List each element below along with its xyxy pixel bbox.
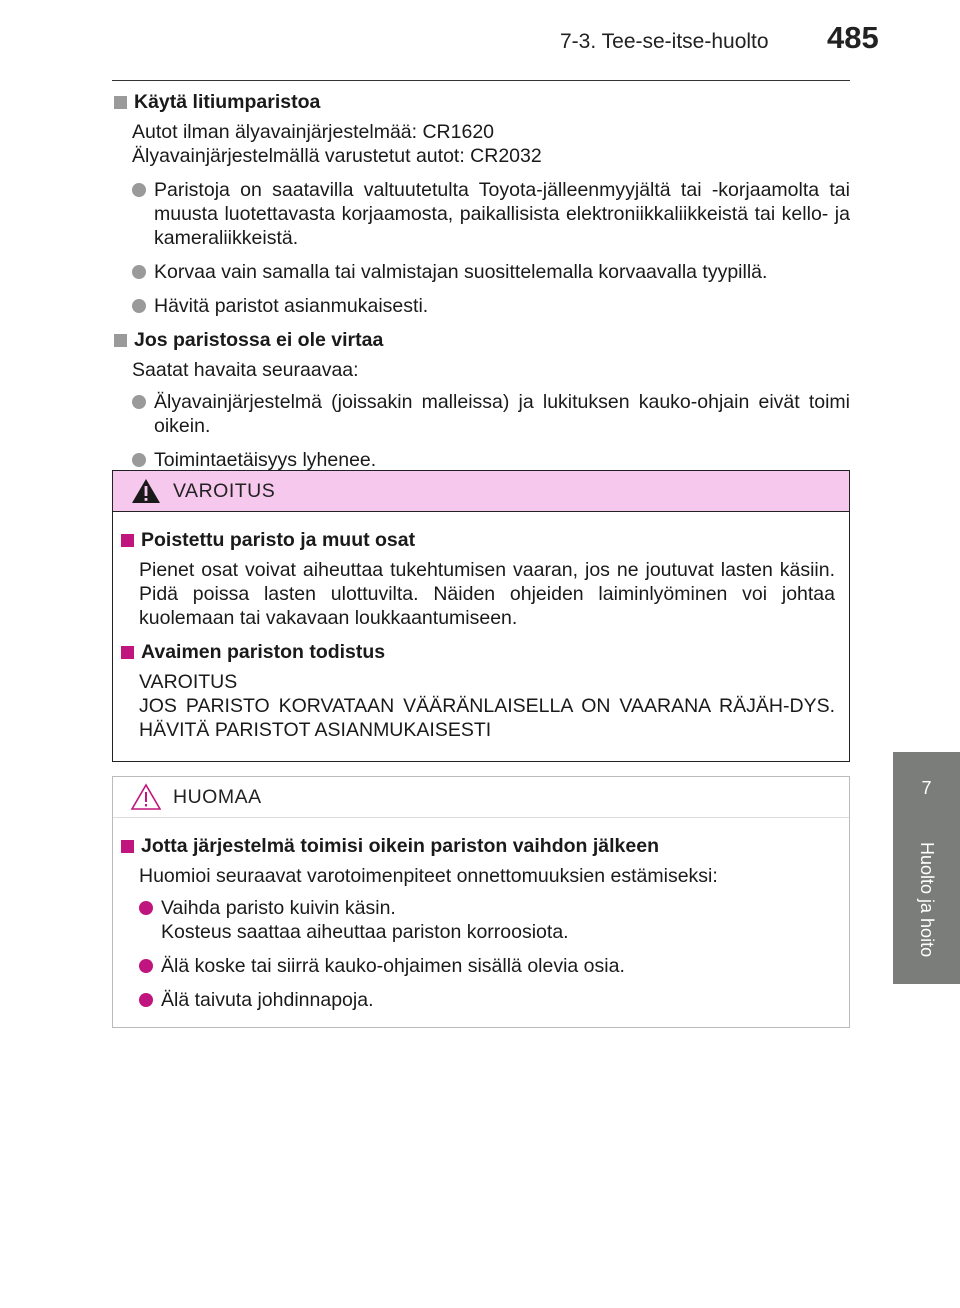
chapter-number: 7 [921,778,932,798]
notice-box [112,776,850,1028]
warning-item-heading: Poistettu paristo ja muut osat [119,528,835,552]
square-bullet-icon [121,646,134,659]
page-number: 485 [827,20,879,55]
notice-title: HUOMAA [173,786,262,808]
round-bullet-icon [132,183,146,197]
square-bullet-icon [114,96,127,109]
battery-types: Autot ilman älyavainjärjestelmää: CR1620 Älyavainjärjestelmällä varustetut autot: CR2032 [132,121,542,167]
chapter-label: Huolto ja hoito [917,842,937,958]
notice-heading: Jotta järjestelmä toimisi oikein pariston vaihdon jälkeen [119,834,835,858]
section-heading: Jos paristossa ei ole virtaa [112,328,850,352]
round-bullet-icon [139,993,153,1007]
warning-header [113,471,849,512]
notice-header [113,777,849,818]
warning-item-text: Pienet osat voivat aiheuttaa tukehtumisen vaaran, jos ne joutuvat lasten käsiin. Pidä poissa lasten ulottuvilta. Näiden ohjeiden laiminlyöminen voi johtaa kuolemaan tai vakavaan loukkaantumiseen. [139,559,835,629]
square-bullet-icon [121,840,134,853]
notice-body [113,818,849,1036]
section-intro: Saatat havaita seuraavaa: [132,359,359,381]
chapter-label-area [893,834,960,984]
round-bullet-icon [139,959,153,973]
list-item: Älä taivuta johdinnapoja. [139,988,835,1012]
round-bullet-icon [132,395,146,409]
warning-body [113,512,849,764]
list-item: Vaihda paristo kuivin käsin. Kosteus saattaa aiheuttaa pariston korroosiota. [139,896,835,944]
header-rule [112,80,850,81]
warning-title: VAROITUS [173,480,276,502]
list-item: Korvaa vain samalla tai valmistajan suosittelemalla korvaavalla tyypillä. [132,260,850,284]
warning-item-text: VAROITUS JOS PARISTO KORVATAAN VÄÄRÄNLAISELLA ON VAARANA RÄJÄH-DYS. HÄVITÄ PARISTOT ASIANMUKAISESTI [139,671,835,741]
list-item: Hävitä paristot asianmukaisesti. [132,294,850,318]
warning-triangle-icon [131,477,161,505]
section-heading: Käytä litiumparistoa [112,90,850,114]
chapter-tab [893,752,960,834]
warning-box [112,470,850,762]
round-bullet-icon [132,453,146,467]
round-bullet-icon [132,299,146,313]
caution-triangle-icon [131,783,161,811]
square-bullet-icon [114,334,127,347]
list-item: Toimintaetäisyys lyhenee. [132,448,850,472]
round-bullet-icon [139,901,153,915]
round-bullet-icon [132,265,146,279]
notice-intro: Huomioi seuraavat varotoimenpiteet onnettomuuksien estämiseksi: [139,865,718,887]
list-item: Paristoja on saatavilla valtuutetulta Toyota-jälleenmyyjältä tai -korjaamolta tai muusta luotettavasta korjaamosta, paikallisista elektroniikkaliikkeistä tai kello- ja kameraliikkeistä. [132,178,850,250]
section-title: 7-3. Tee-se-itse-huolto [560,30,769,53]
list-item: Älä koske tai siirrä kauko-ohjaimen sisällä olevia osia. [139,954,835,978]
square-bullet-icon [121,534,134,547]
page-header [0,0,960,80]
warning-item-heading: Avaimen pariston todistus [119,640,835,664]
list-item: Älyavainjärjestelmä (joissakin malleissa) ja lukituksen kauko-ohjain eivät toimi oikein. [132,390,850,438]
main-content [112,90,850,482]
